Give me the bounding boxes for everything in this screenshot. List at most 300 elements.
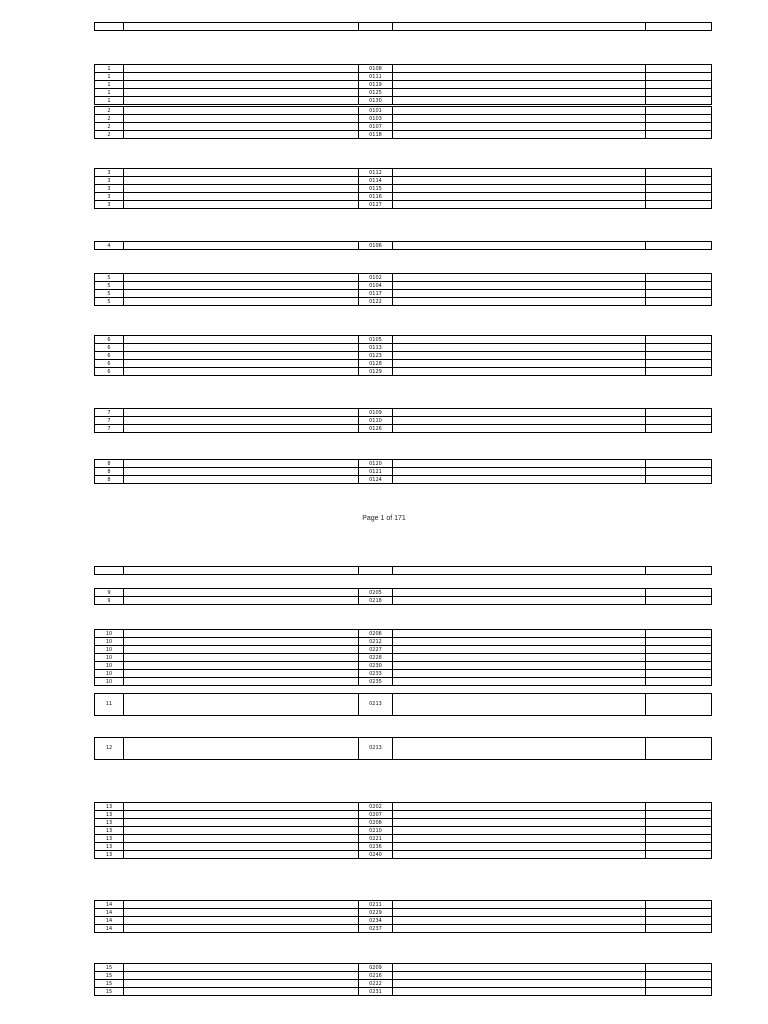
exam-center-cell <box>124 131 359 139</box>
exam-center-cell <box>124 73 359 81</box>
school-name-cell <box>393 843 646 851</box>
exam-center-cell <box>124 201 359 209</box>
group-number-cell: 13 <box>95 819 124 827</box>
table-row <box>95 336 712 344</box>
school-code-cell: 0119 <box>359 81 393 89</box>
exam-center-cell <box>124 964 359 972</box>
group-number-cell: 10 <box>95 678 124 686</box>
school-code-cell: 0234 <box>359 917 393 925</box>
school-code-cell: 0113 <box>359 344 393 352</box>
exam-center-cell <box>124 630 359 638</box>
group-number-cell: 5 <box>95 274 124 282</box>
exam-center-cell <box>124 123 359 131</box>
district-cell <box>646 298 712 306</box>
table-row <box>95 909 712 917</box>
group-number-cell: 14 <box>95 901 124 909</box>
school-code-cell: 0115 <box>359 185 393 193</box>
district-cell <box>646 123 712 131</box>
school-code-cell: 0213 <box>359 694 393 716</box>
school-name-cell <box>393 65 646 73</box>
school-code-cell: 0229 <box>359 909 393 917</box>
group-number-cell: 15 <box>95 964 124 972</box>
group-number-cell: 6 <box>95 360 124 368</box>
group-number-cell: 10 <box>95 638 124 646</box>
school-code-cell: 0216 <box>359 972 393 980</box>
exam-center-cell <box>124 336 359 344</box>
exam-center-cell <box>124 662 359 670</box>
school-name-cell <box>393 738 646 760</box>
district-cell <box>646 352 712 360</box>
school-code-cell: 0212 <box>359 638 393 646</box>
table-row <box>95 843 712 851</box>
school-name-cell <box>393 901 646 909</box>
exam-center-cell <box>124 107 359 115</box>
table-row <box>95 819 712 827</box>
district-cell <box>646 409 712 417</box>
district-cell <box>646 274 712 282</box>
school-name-cell <box>393 97 646 105</box>
district-cell <box>646 201 712 209</box>
district-cell <box>646 980 712 988</box>
school-name-cell <box>393 368 646 376</box>
group-number-cell: 6 <box>95 352 124 360</box>
school-name-cell <box>393 185 646 193</box>
table-row <box>95 298 712 306</box>
exam-center-cell <box>124 460 359 468</box>
district-cell <box>646 360 712 368</box>
center-group-table <box>94 629 712 686</box>
district-cell <box>646 630 712 638</box>
school-name-cell <box>393 980 646 988</box>
exam-center-cell <box>124 352 359 360</box>
school-name-cell <box>393 819 646 827</box>
exam-center-cell <box>124 417 359 425</box>
exam-center-cell <box>124 678 359 686</box>
school-name-cell <box>393 425 646 433</box>
school-code-cell: 0205 <box>359 589 393 597</box>
center-group-table <box>94 106 712 139</box>
exam-center-cell <box>124 242 359 250</box>
group-number-cell: 1 <box>95 65 124 73</box>
school-name-cell <box>393 476 646 484</box>
center-group-table <box>94 737 712 760</box>
table-row <box>95 694 712 716</box>
group-number-cell: 13 <box>95 835 124 843</box>
school-name-cell <box>393 835 646 843</box>
exam-center-cell <box>124 298 359 306</box>
table-row <box>95 65 712 73</box>
table-row <box>95 97 712 105</box>
group-number-cell: 14 <box>95 925 124 933</box>
table-row <box>95 917 712 925</box>
school-code-cell: 0106 <box>359 242 393 250</box>
school-code-cell: 0125 <box>359 89 393 97</box>
exam-center-cell <box>124 980 359 988</box>
school-name-cell <box>393 972 646 980</box>
table-row <box>95 193 712 201</box>
district-cell <box>646 909 712 917</box>
school-code-cell: 0218 <box>359 597 393 605</box>
district-cell <box>646 282 712 290</box>
district-cell <box>646 646 712 654</box>
table-row <box>95 988 712 996</box>
district-cell <box>646 662 712 670</box>
exam-center-cell <box>124 476 359 484</box>
exam-center-cell <box>124 851 359 859</box>
table-header-row <box>95 567 712 575</box>
school-name-cell <box>393 670 646 678</box>
school-name-cell <box>393 597 646 605</box>
header-school-code <box>359 567 393 575</box>
exam-center-cell <box>124 169 359 177</box>
exam-center-cell <box>124 819 359 827</box>
group-number-cell: 15 <box>95 988 124 996</box>
school-code-cell: 0122 <box>359 298 393 306</box>
exam-center-cell <box>124 89 359 97</box>
center-group-table <box>94 408 712 433</box>
group-number-cell: 1 <box>95 81 124 89</box>
exam-center-cell <box>124 177 359 185</box>
group-number-cell: 5 <box>95 298 124 306</box>
district-cell <box>646 964 712 972</box>
school-name-cell <box>393 352 646 360</box>
school-name-cell <box>393 193 646 201</box>
table-row <box>95 646 712 654</box>
center-group-table <box>94 273 712 306</box>
exam-center-cell <box>124 909 359 917</box>
district-cell <box>646 97 712 105</box>
school-name-cell <box>393 589 646 597</box>
table-row <box>95 185 712 193</box>
table-row <box>95 290 712 298</box>
district-cell <box>646 73 712 81</box>
exam-center-cell <box>124 597 359 605</box>
table-row <box>95 964 712 972</box>
school-name-cell <box>393 468 646 476</box>
school-name-cell <box>393 694 646 716</box>
header-district <box>646 567 712 575</box>
group-number-cell: 8 <box>95 468 124 476</box>
table-row <box>95 654 712 662</box>
exam-center-cell <box>124 344 359 352</box>
school-name-cell <box>393 169 646 177</box>
table-row <box>95 476 712 484</box>
table-row <box>95 803 712 811</box>
school-name-cell <box>393 123 646 131</box>
school-name-cell <box>393 827 646 835</box>
header-school-name <box>393 23 646 31</box>
exam-center-cell <box>124 638 359 646</box>
table-row <box>95 468 712 476</box>
district-cell <box>646 901 712 909</box>
table-row <box>95 738 712 760</box>
table-row <box>95 851 712 859</box>
table-row <box>95 597 712 605</box>
center-group-table <box>94 693 712 716</box>
table-row <box>95 925 712 933</box>
center-group-table <box>94 588 712 605</box>
school-code-cell: 0129 <box>359 368 393 376</box>
school-code-cell: 0222 <box>359 980 393 988</box>
school-code-cell: 0127 <box>359 201 393 209</box>
header-school-name <box>393 567 646 575</box>
school-name-cell <box>393 73 646 81</box>
school-name-cell <box>393 274 646 282</box>
header-group-no <box>95 567 124 575</box>
district-cell <box>646 115 712 123</box>
group-number-cell: 2 <box>95 131 124 139</box>
school-name-cell <box>393 290 646 298</box>
school-code-cell: 0128 <box>359 360 393 368</box>
exam-center-cell <box>124 738 359 760</box>
school-code-cell: 0102 <box>359 274 393 282</box>
table-row <box>95 107 712 115</box>
district-cell <box>646 988 712 996</box>
group-number-cell: 3 <box>95 193 124 201</box>
group-number-cell: 8 <box>95 476 124 484</box>
district-cell <box>646 193 712 201</box>
exam-center-cell <box>124 835 359 843</box>
school-name-cell <box>393 678 646 686</box>
school-name-cell <box>393 988 646 996</box>
school-name-cell <box>393 115 646 123</box>
exam-center-cell <box>124 670 359 678</box>
center-group-table <box>94 64 712 105</box>
school-code-cell: 0126 <box>359 425 393 433</box>
school-name-cell <box>393 336 646 344</box>
school-name-cell <box>393 638 646 646</box>
district-cell <box>646 169 712 177</box>
group-number-cell: 3 <box>95 177 124 185</box>
exam-center-cell <box>124 827 359 835</box>
exam-center-cell <box>124 843 359 851</box>
header-exam-center <box>124 23 359 31</box>
exam-center-cell <box>124 646 359 654</box>
group-number-cell: 10 <box>95 646 124 654</box>
school-name-cell <box>393 131 646 139</box>
exam-center-cell <box>124 65 359 73</box>
table-row <box>95 589 712 597</box>
table-row <box>95 460 712 468</box>
school-name-cell <box>393 909 646 917</box>
school-code-cell: 0112 <box>359 169 393 177</box>
school-code-cell: 0104 <box>359 282 393 290</box>
school-code-cell: 0240 <box>359 851 393 859</box>
header-group-no <box>95 23 124 31</box>
school-name-cell <box>393 803 646 811</box>
table-row <box>95 811 712 819</box>
school-code-cell: 0228 <box>359 654 393 662</box>
table-row <box>95 352 712 360</box>
school-code-cell: 0120 <box>359 460 393 468</box>
exam-center-cell <box>124 654 359 662</box>
school-name-cell <box>393 662 646 670</box>
page-number: Page 1 of 171 <box>362 515 406 522</box>
school-name-cell <box>393 417 646 425</box>
school-code-cell: 0221 <box>359 835 393 843</box>
group-number-cell: 7 <box>95 417 124 425</box>
table-row <box>95 242 712 250</box>
school-code-cell: 0236 <box>359 843 393 851</box>
group-number-cell: 13 <box>95 803 124 811</box>
school-name-cell <box>393 282 646 290</box>
school-code-cell: 0117 <box>359 290 393 298</box>
school-name-cell <box>393 201 646 209</box>
exam-center-cell <box>124 694 359 716</box>
table-row <box>95 409 712 417</box>
group-number-cell: 5 <box>95 282 124 290</box>
district-cell <box>646 678 712 686</box>
district-cell <box>646 597 712 605</box>
district-cell <box>646 803 712 811</box>
school-code-cell: 0235 <box>359 678 393 686</box>
district-cell <box>646 843 712 851</box>
district-cell <box>646 131 712 139</box>
group-number-cell: 4 <box>95 242 124 250</box>
group-number-cell: 1 <box>95 73 124 81</box>
group-number-cell: 14 <box>95 909 124 917</box>
school-name-cell <box>393 242 646 250</box>
district-cell <box>646 738 712 760</box>
district-cell <box>646 177 712 185</box>
school-code-cell: 0233 <box>359 670 393 678</box>
school-code-cell: 0211 <box>359 901 393 909</box>
group-number-cell: 10 <box>95 670 124 678</box>
table-row <box>95 282 712 290</box>
exam-center-cell <box>124 972 359 980</box>
district-cell <box>646 290 712 298</box>
exam-center-cell <box>124 589 359 597</box>
header-district <box>646 23 712 31</box>
school-code-cell: 0227 <box>359 646 393 654</box>
school-name-cell <box>393 298 646 306</box>
school-name-cell <box>393 344 646 352</box>
district-cell <box>646 638 712 646</box>
group-number-cell: 10 <box>95 630 124 638</box>
district-cell <box>646 468 712 476</box>
table-row <box>95 670 712 678</box>
group-number-cell: 6 <box>95 336 124 344</box>
school-code-cell: 0111 <box>359 73 393 81</box>
school-code-cell: 0231 <box>359 988 393 996</box>
exam-center-cell <box>124 193 359 201</box>
table-row <box>95 81 712 89</box>
center-group-table <box>94 802 712 859</box>
table-row <box>95 131 712 139</box>
table-row <box>95 630 712 638</box>
district-cell <box>646 425 712 433</box>
exam-center-cell <box>124 425 359 433</box>
exam-center-cell <box>124 811 359 819</box>
district-cell <box>646 476 712 484</box>
table-row <box>95 901 712 909</box>
district-cell <box>646 107 712 115</box>
district-cell <box>646 917 712 925</box>
group-number-cell: 10 <box>95 654 124 662</box>
center-group-table <box>94 335 712 376</box>
exam-center-cell <box>124 81 359 89</box>
group-number-cell: 13 <box>95 851 124 859</box>
school-code-cell: 0118 <box>359 131 393 139</box>
table-row <box>95 89 712 97</box>
group-number-cell: 13 <box>95 827 124 835</box>
district-cell <box>646 65 712 73</box>
group-number-cell: 1 <box>95 89 124 97</box>
school-name-cell <box>393 89 646 97</box>
school-code-cell: 0103 <box>359 115 393 123</box>
table-row <box>95 115 712 123</box>
group-number-cell: 10 <box>95 662 124 670</box>
school-name-cell <box>393 107 646 115</box>
table-row <box>95 360 712 368</box>
table-row <box>95 835 712 843</box>
school-code-cell: 0130 <box>359 97 393 105</box>
center-group-table <box>94 459 712 484</box>
school-code-cell: 0123 <box>359 352 393 360</box>
exam-center-cell <box>124 290 359 298</box>
school-name-cell <box>393 925 646 933</box>
document-page-2 <box>0 555 768 1024</box>
table-row <box>95 344 712 352</box>
school-name-cell <box>393 630 646 638</box>
school-code-cell: 0209 <box>359 964 393 972</box>
table-row <box>95 678 712 686</box>
school-code-cell: 0121 <box>359 468 393 476</box>
table-row <box>95 274 712 282</box>
center-group-table <box>94 168 712 209</box>
district-cell <box>646 972 712 980</box>
table-row <box>95 417 712 425</box>
header-school-code <box>359 23 393 31</box>
header-exam-center <box>124 567 359 575</box>
school-name-cell <box>393 460 646 468</box>
table-row <box>95 425 712 433</box>
table-header-page-1 <box>94 22 712 31</box>
school-code-cell: 0213 <box>359 738 393 760</box>
exam-center-cell <box>124 282 359 290</box>
table-header-row <box>95 23 712 31</box>
district-cell <box>646 670 712 678</box>
school-code-cell: 0210 <box>359 827 393 835</box>
table-row <box>95 201 712 209</box>
school-name-cell <box>393 81 646 89</box>
school-code-cell: 0202 <box>359 803 393 811</box>
group-number-cell: 5 <box>95 290 124 298</box>
district-cell <box>646 344 712 352</box>
school-code-cell: 0107 <box>359 123 393 131</box>
school-code-cell: 0206 <box>359 630 393 638</box>
district-cell <box>646 925 712 933</box>
group-number-cell: 3 <box>95 185 124 193</box>
center-group-table <box>94 241 712 250</box>
school-code-cell: 0109 <box>359 409 393 417</box>
school-name-cell <box>393 964 646 972</box>
exam-center-cell <box>124 409 359 417</box>
district-cell <box>646 89 712 97</box>
district-cell <box>646 835 712 843</box>
district-cell <box>646 185 712 193</box>
district-cell <box>646 654 712 662</box>
school-code-cell: 0108 <box>359 65 393 73</box>
exam-center-cell <box>124 97 359 105</box>
group-number-cell: 7 <box>95 425 124 433</box>
exam-center-cell <box>124 274 359 282</box>
district-cell <box>646 368 712 376</box>
group-number-cell: 2 <box>95 123 124 131</box>
school-code-cell: 0124 <box>359 476 393 484</box>
group-number-cell: 1 <box>95 97 124 105</box>
district-cell <box>646 819 712 827</box>
